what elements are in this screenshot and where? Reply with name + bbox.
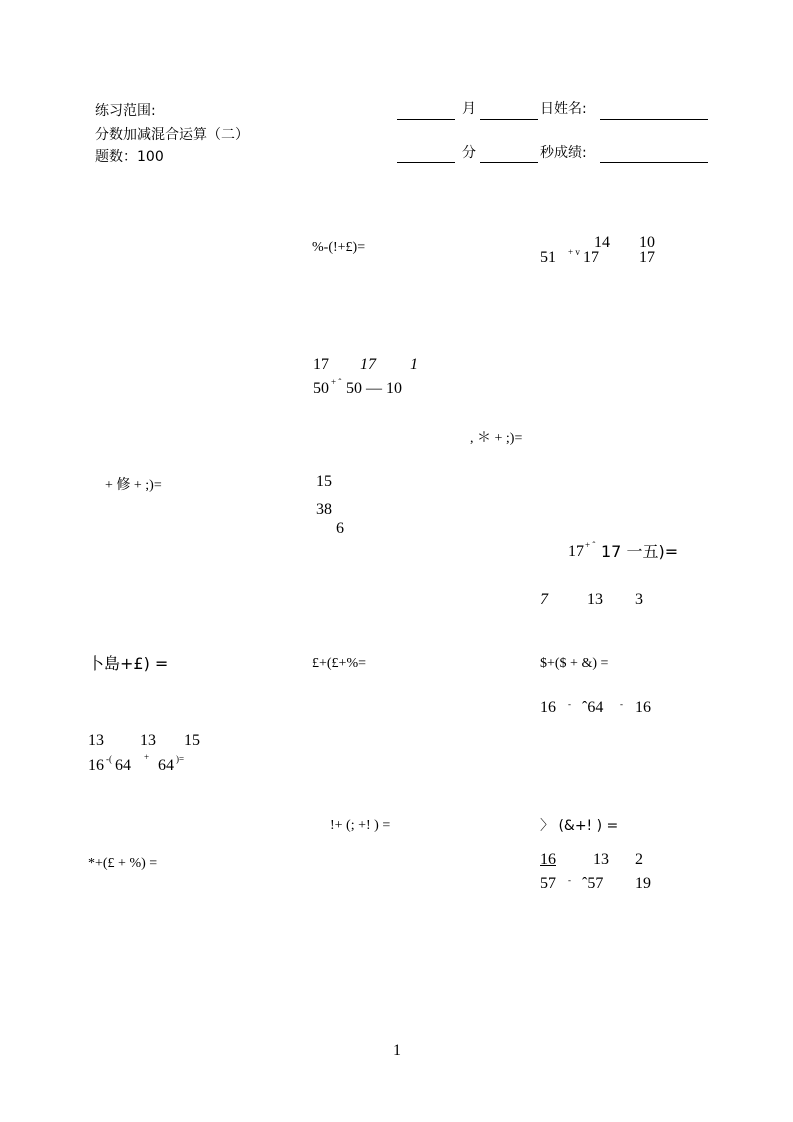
problem-16: *+(£ + %) = — [88, 856, 158, 871]
problem-17-den2: ˆ57 — [582, 875, 604, 892]
problem-3-num3: 1 — [410, 356, 418, 373]
problem-7-op: + ˆ — [585, 540, 596, 550]
problem-8-b: 13 — [587, 591, 603, 608]
problem-1: %-(!+£)= — [312, 240, 366, 255]
month-label: 月 — [462, 101, 476, 117]
problem-3-op: + ˆ — [331, 377, 342, 387]
problem-7-a: 17 — [568, 543, 584, 560]
range-label: 练习范围: — [95, 103, 156, 119]
problem-13-den2: 64 — [115, 757, 131, 774]
problem-10: £+(£+%= — [312, 656, 367, 671]
problem-6-a: 15 — [316, 473, 332, 490]
month-blank — [397, 119, 455, 120]
count-label: 题数：100 — [95, 149, 164, 165]
problem-17-den1: 57 — [540, 875, 556, 892]
topic-title: 分数加减混合运算（二） — [95, 127, 249, 143]
minute-blank — [397, 162, 455, 163]
problem-13-op1: -( — [106, 754, 112, 764]
problem-6-b: 38 — [316, 501, 332, 518]
problem-17-den3: 19 — [635, 875, 651, 892]
problem-15: 〉 (&+! ) = — [540, 818, 619, 834]
problem-12-op2: - — [620, 699, 623, 709]
problem-13-op3: )= — [176, 754, 185, 764]
problem-17-num1: 16 — [540, 851, 556, 868]
problem-2-den2: 17 — [583, 249, 599, 266]
problem-2-num2: 10 — [639, 234, 655, 251]
problem-12-b: ˆ64 — [582, 699, 604, 716]
problem-3-num2: 17 — [360, 356, 376, 373]
problem-17-op1: - — [568, 875, 571, 885]
day-name-label: 日姓名: — [540, 101, 587, 117]
problem-13-num3: 15 — [184, 732, 200, 749]
second-score-label: 秒成绩: — [540, 145, 587, 161]
problem-3-num1: 17 — [313, 356, 329, 373]
problem-17-num3: 2 — [635, 851, 643, 868]
problem-17-num2: 13 — [593, 851, 609, 868]
problem-12-a: 16 — [540, 699, 556, 716]
problem-3-den1: 50 — [313, 380, 329, 397]
day-blank — [480, 119, 538, 120]
problem-11: $+($ + &) = — [540, 656, 609, 671]
problem-12-c: 16 — [635, 699, 651, 716]
problem-7-b: 17 一五)= — [601, 542, 679, 561]
problem-2-num1: 14 — [594, 234, 610, 251]
problem-8-a: 7 — [540, 591, 548, 608]
score-blank — [600, 162, 708, 163]
problem-2-den3: 17 — [639, 249, 655, 266]
problem-9: 卜島+£) = — [88, 654, 169, 673]
problem-13-den3: 64 — [158, 757, 174, 774]
problem-2-op: + v — [568, 247, 580, 257]
second-blank — [480, 162, 538, 163]
minute-label: 分 — [462, 145, 476, 161]
problem-13-num1: 13 — [88, 732, 104, 749]
problem-13-den1: 16 — [88, 757, 104, 774]
name-blank — [600, 119, 708, 120]
problem-2-den1: 51 — [540, 249, 556, 266]
page-number: 1 — [393, 1042, 401, 1059]
problem-5: + 修 + ;)= — [105, 478, 162, 493]
problem-4: , ＊ + ;)= — [470, 431, 523, 446]
problem-3-den2: 50 — 10 — [346, 380, 402, 397]
problem-6-c: 6 — [336, 520, 344, 537]
problem-13-num2: 13 — [140, 732, 156, 749]
problem-13-op2: + — [144, 752, 150, 762]
problem-14: !+ (; +! ) = — [330, 818, 391, 833]
problem-12-op1: - — [568, 699, 571, 709]
problem-8-c: 3 — [635, 591, 643, 608]
